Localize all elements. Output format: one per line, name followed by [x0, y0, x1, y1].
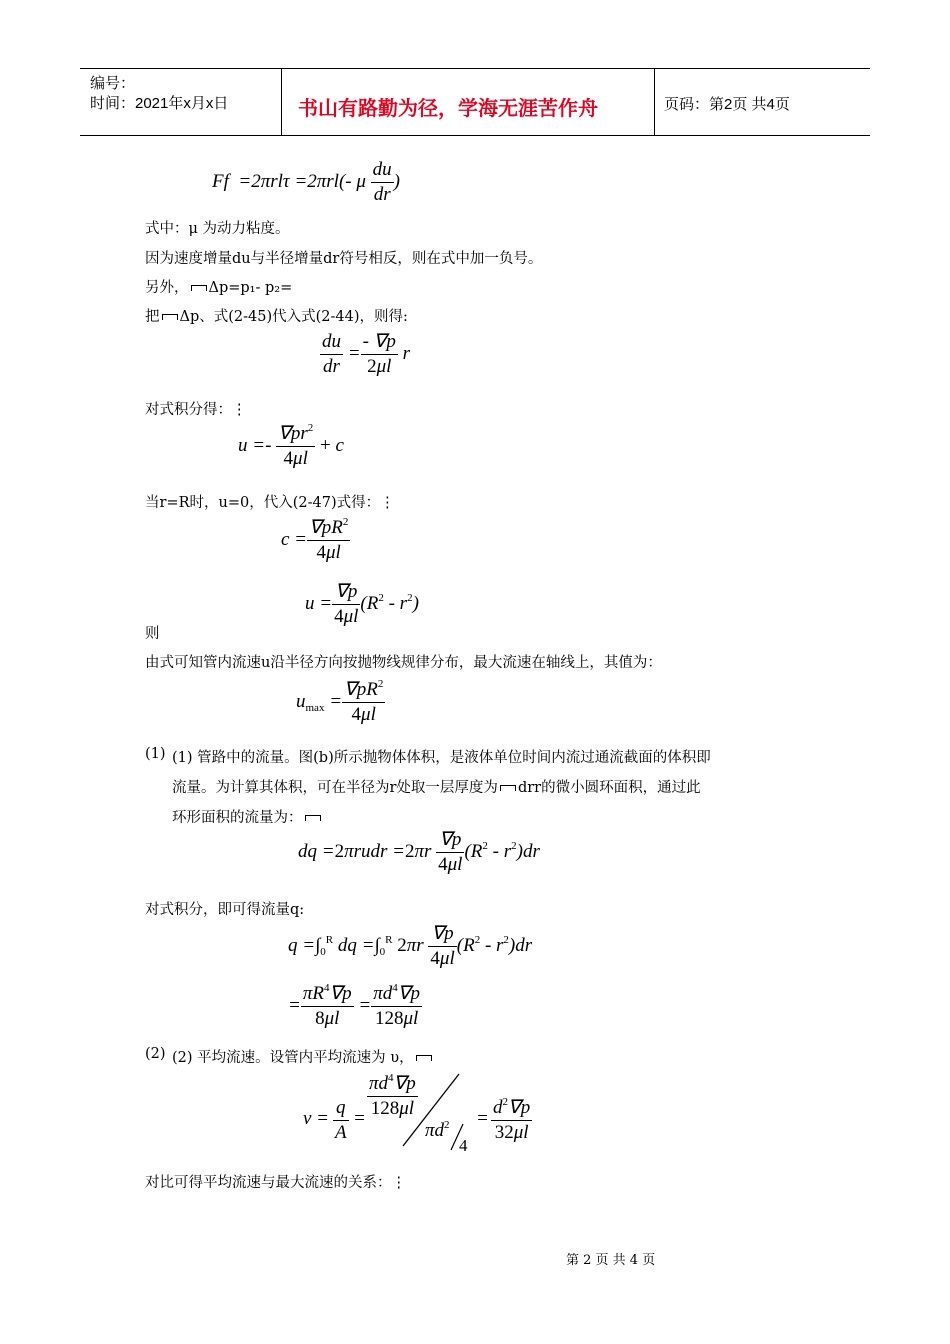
header-bottom-rule: [80, 135, 870, 136]
text-compare: 对比可得平均流速与最大流速的关系：⋮: [145, 1175, 406, 1191]
header-divider-right: [654, 68, 655, 136]
bracket-mark: [416, 1055, 432, 1061]
text-item1-line3-content: 环形面积的流量为：: [172, 810, 303, 826]
text-item2-line: [172, 1046, 434, 1067]
equation-friction-force: Ff =2πrlτ =2πrl(- μ $\frac{du}{dr}$ ): [212, 159, 400, 205]
list-number-1: (1): [145, 746, 166, 762]
equation-constant-c: c = $\frac{\nabla pR^2}{4\mu l}$: [281, 516, 349, 563]
equation-q-integral: $q =\int_0^R$ dq $=\int_0^R$ 2πr $\frac{\nabla p}{4\mu l}$ $(R^2 - r^2)dr$: [288, 923, 533, 969]
footer-page-number: 第 2 页 共 4 页: [566, 1253, 656, 1268]
list-number-2: (2): [145, 1046, 166, 1062]
text-boundary-condition: 当r=R时，u=0，代入(2-47)式得：⋮: [145, 495, 395, 511]
text-substitute-prefix: 把: [145, 309, 160, 325]
header-top-rule: [80, 68, 870, 69]
header-motto: 书山有路勤为径，学海无涯苦作舟: [298, 96, 598, 120]
text-substitute: [145, 305, 408, 326]
text-item1-dr: dr: [517, 780, 535, 796]
text-item1-line3: [172, 806, 323, 827]
text-integrate: 对式积分得：⋮: [145, 402, 247, 418]
equation-u-max: $u_{max}$ = $\frac{\nabla pR^2}{4\mu l}$: [296, 678, 384, 725]
text-item1-line2c: 的微小圆环面积，通过此: [541, 780, 701, 796]
text-mu-definition: 式中：μ 为动力粘度。: [145, 221, 290, 237]
text-substitute-rest: Δp、式(2-45)代入式(2-44)，则得:: [179, 309, 408, 325]
bracket-mark: [162, 314, 178, 320]
text-then: 则: [145, 626, 160, 642]
header-page-label: 页码：第2页 共4页: [664, 96, 790, 113]
text-delta-p-prefix: 另外，: [145, 280, 189, 296]
text-item2-content: (2) 平均流速。设管内平均流速为 υ，: [172, 1050, 414, 1066]
text-sign-note: 因为速度增量du与半径增量dr符号相反，则在式中加一负号。: [145, 251, 543, 267]
text-item1-line2: 流量。为计算其体积，可在半径为r处取一层厚度为 drr的微小圆环面积，通过此: [172, 780, 701, 796]
equation-velocity-gradient: $\frac{du}{dr}$ = $\frac{- \nabla p}{2\mu l}$ r: [322, 331, 411, 377]
equation-dq: dq =2πrudr =2πr $\frac{\nabla p}{4\mu l}$ $(R^2 - r^2)dr$: [298, 829, 540, 875]
text-parabola: 由式可知管内流速u沿半径方向按抛物线规律分布，最大流速在轴线上，其值为：: [145, 655, 662, 671]
text-item1-line2a: 流量。为计算其体积，可在半径为r处取一层厚度为: [172, 780, 498, 796]
equation-q-result: = $\frac{\pi R^4\nabla p}{8\mu l}$ = $\frac{\pi d^4\nabla p}{128\mu l}$: [288, 982, 420, 1029]
header-number-label: 编号：: [90, 75, 136, 92]
header-divider-left: [281, 68, 282, 136]
bracket-mark: [500, 785, 516, 791]
text-flow-q: 对式积分，即可得流量q:: [145, 902, 305, 918]
equation-u-general: u =- $\frac{\nabla pr^2}{4\mu l}$ + c: [238, 422, 344, 469]
bracket-mark: [191, 285, 207, 291]
text-item1-line1: (1) 管路中的流量。图(b)所示抛物体体积，是液体单位时间内流过通流截面的体积即: [172, 750, 711, 766]
text-delta-p-rest: Δp=p₁- p₂=: [208, 280, 293, 296]
equation-velocity-profile: u = $\frac{\nabla p}{4\mu l}$ $(R^2 - r^2)$: [305, 581, 419, 627]
equation-average-velocity: v = $\frac{q}{A}$ = $\frac{\pi d^4\nabla p}{128\mu l}$ $\pi d^2$ 4 = $\frac{d^2\nabla p}{32\mu l}$: [303, 1072, 531, 1155]
text-delta-p: [145, 276, 292, 297]
header-date-label: 时间：2021年x月x日: [90, 95, 229, 112]
bracket-mark: [305, 815, 321, 821]
